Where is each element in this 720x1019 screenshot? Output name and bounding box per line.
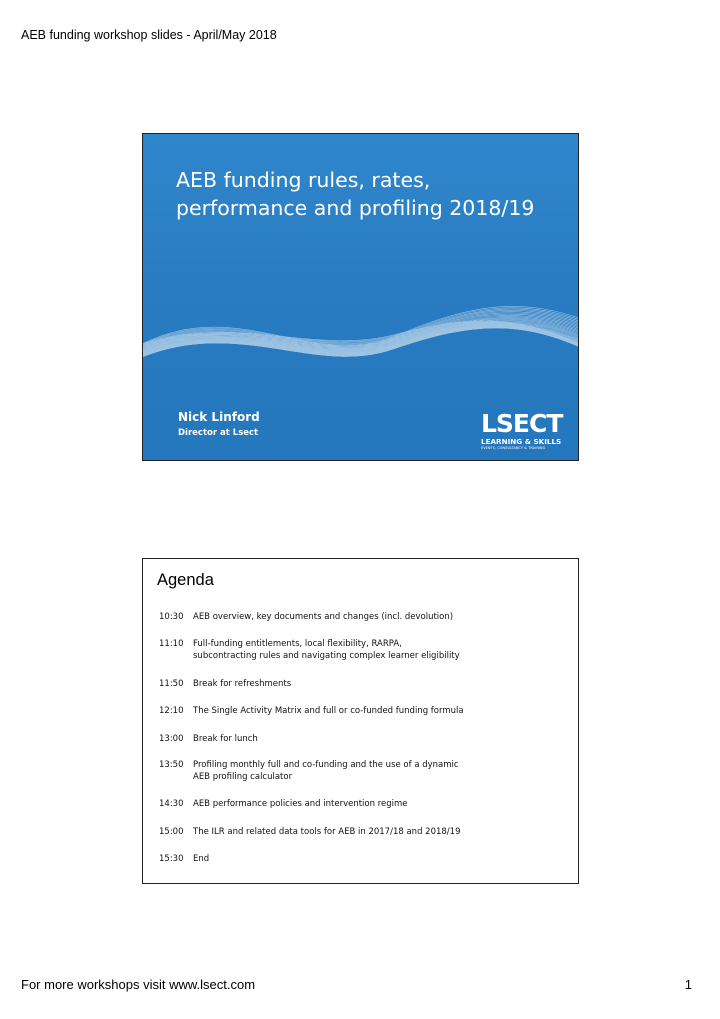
presenter-name: Nick Linford xyxy=(178,410,260,424)
agenda-desc: The Single Activity Matrix and full or co-funded funding formula xyxy=(193,706,464,716)
agenda-desc: AEB performance policies and intervention regime xyxy=(193,799,408,809)
agenda-time: 13:00 xyxy=(159,734,184,744)
title-slide xyxy=(142,133,579,461)
agenda-desc: Full-funding entitlements, local flexibility, RARPA, subcontracting rules and navigating complex learner eligibility xyxy=(193,639,460,661)
page-number: 1 xyxy=(684,977,692,992)
agenda-time: 15:30 xyxy=(159,854,184,864)
lsect-logo xyxy=(481,409,573,451)
agenda-desc: Break for lunch xyxy=(193,734,258,744)
agenda-title: Agenda xyxy=(157,571,214,589)
agenda-slide xyxy=(142,558,579,884)
page-footer: For more workshops visit www.lsect.com xyxy=(21,977,256,992)
agenda-time: 12:10 xyxy=(159,706,184,716)
agenda-time: 11:50 xyxy=(159,679,184,689)
agenda-desc: Profiling monthly full and co-funding and the use of a dynamic AEB profiling calculator xyxy=(193,760,459,782)
agenda-time: 15:00 xyxy=(159,827,184,837)
logo-sub-text: LEARNING & SKILLS xyxy=(481,437,562,446)
slide-title: AEB funding rules, rates, performance and profiling 2018/19 xyxy=(176,168,535,220)
agenda-time: 14:30 xyxy=(159,799,184,809)
agenda-desc: Break for refreshments xyxy=(193,679,292,689)
agenda-desc: AEB overview, key documents and changes (incl. devolution) xyxy=(193,612,454,622)
logo-tagline: EVENTS, CONSULTANCY & TRAINING xyxy=(481,446,546,450)
page-header: AEB funding workshop slides - April/May 2018 xyxy=(21,28,277,42)
agenda-time: 11:10 xyxy=(159,639,184,649)
agenda-desc: The ILR and related data tools for AEB in 2017/18 and 2018/19 xyxy=(193,827,461,837)
agenda-time: 13:50 xyxy=(159,760,184,770)
presenter-role: Director at Lsect xyxy=(178,428,259,438)
agenda-time: 10:30 xyxy=(159,612,184,622)
logo-main-text: LSECT xyxy=(481,409,563,438)
agenda-desc: End xyxy=(193,854,210,864)
